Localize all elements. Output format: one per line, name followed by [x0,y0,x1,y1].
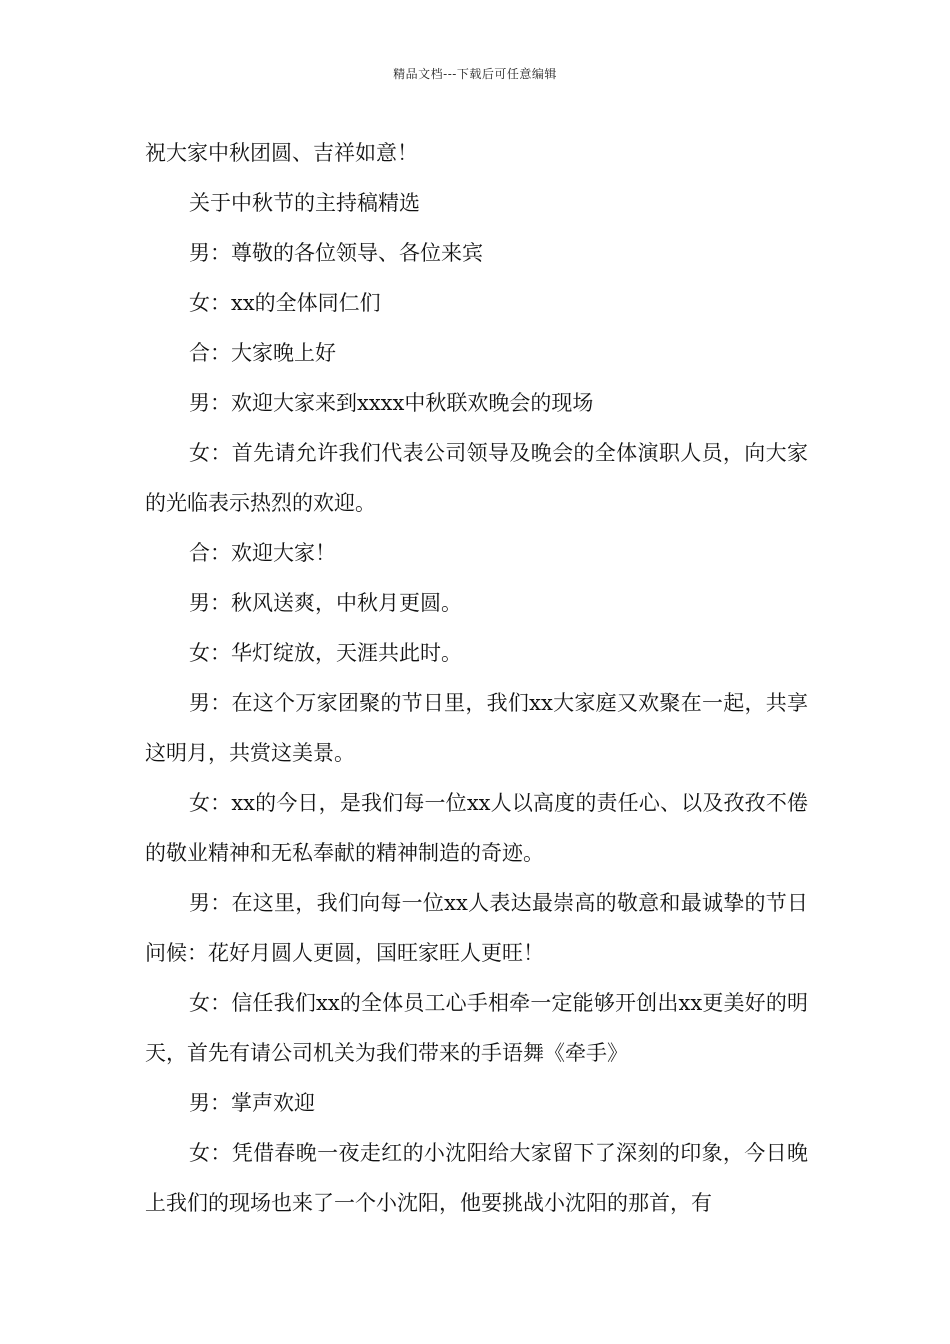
paragraph: 关于中秋节的主持稿精选 [189,191,420,215]
document-body [145,128,808,1228]
paragraph: 女：xx的全体同仁们 [189,291,381,315]
paragraph: 合：欢迎大家！ [189,541,336,565]
paragraph: 男：在这个万家团聚的节日里，我们xx大家庭又欢聚在一起，共享这明月，共赏这美景。 [145,691,808,765]
paragraph: 祝大家中秋团圆、吉祥如意！ [145,141,418,165]
paragraph: 女：凭借春晚一夜走红的小沈阳给大家留下了深刻的印象，今日晚上我们的现场也来了一个小沈阳，他要挑战小沈阳的那首，有 [145,1141,808,1215]
paragraph: 女：信任我们xx的全体员工心手相牵一定能够开创出xx更美好的明天，首先有请公司机关为我们带来的手语舞《牵手》 [145,991,808,1065]
paragraph: 女：xx的今日，是我们每一位xx人以高度的责任心、以及孜孜不倦的敬业精神和无私奉献的精神制造的奇迹。 [145,791,808,865]
paragraph: 女：华灯绽放，天涯共此时。 [189,641,462,665]
paragraph: 合：大家晚上好 [189,341,336,365]
paragraph: 男：欢迎大家来到xxxx中秋联欢晚会的现场 [189,391,594,415]
paragraph: 男：秋风送爽，中秋月更圆。 [189,591,462,615]
paragraph: 男：在这里，我们向每一位xx人表达最崇高的敬意和最诚挚的节日问候：花好月圆人更圆，国旺家旺人更旺！ [145,891,808,965]
page-header: 精品文档---下载后可任意编辑 [393,67,557,81]
paragraph: 男：掌声欢迎 [189,1091,315,1115]
paragraph: 男：尊敬的各位领导、各位来宾 [189,241,483,265]
paragraph: 女：首先请允许我们代表公司领导及晚会的全体演职人员，向大家的光临表示热烈的欢迎。 [145,441,808,515]
